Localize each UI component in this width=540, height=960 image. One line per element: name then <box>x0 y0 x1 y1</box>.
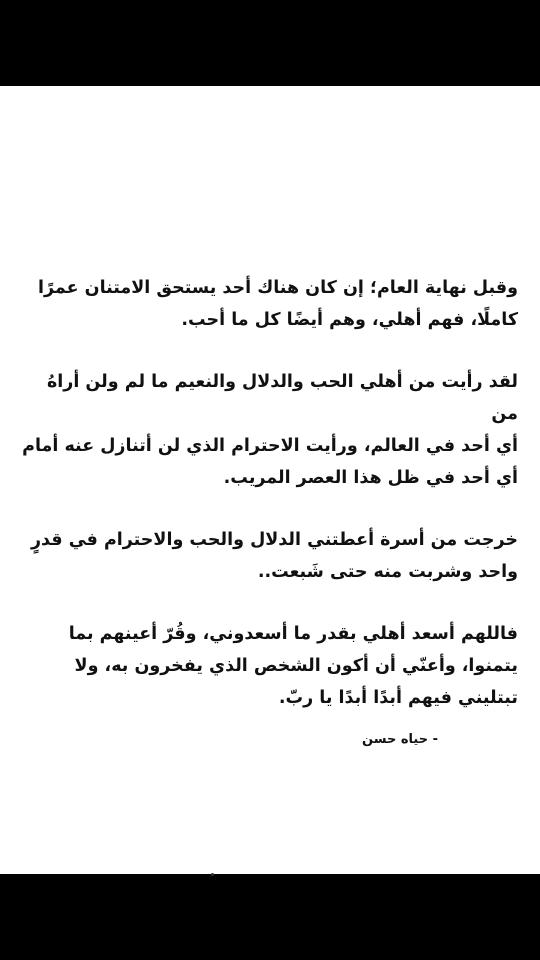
paragraph: خرجت من أسرة أعطتني الدلال والحب والاحترام في قدرٍ واحد وشربت منه حتى شَبعت.. <box>30 530 518 582</box>
author-signature: - حياه حسن <box>362 732 438 747</box>
paragraph: فاللهم أسعد أهلي بقدر ما أسعدوني، وقُرّ أعينهم بما يتمنوا، وأعنّي أن أكون الشخص الذي يفخرون به، ولا تبتليني فيهم أبدًا أبدًا يا ربّ. <box>68 624 518 708</box>
document-page <box>0 86 540 874</box>
text-body <box>18 272 518 747</box>
paragraph: لقد رأيت من أهلي الحب والدلال والنعيم ما لم ولن أراهُ من أي أحد في العالم، ورأيت الاحترام الذي لن أتنازل عنه أمام أي أحد في ظل هذا العصر المريب. <box>22 372 518 488</box>
paragraph: وقبل نهاية العام؛ إن كان هناك أحد يستحق الامتنان عمرًا كاملًا، فهم أهلي، وهم أيضًا كل ما أحب. <box>37 278 518 330</box>
dot-mark <box>211 873 214 876</box>
